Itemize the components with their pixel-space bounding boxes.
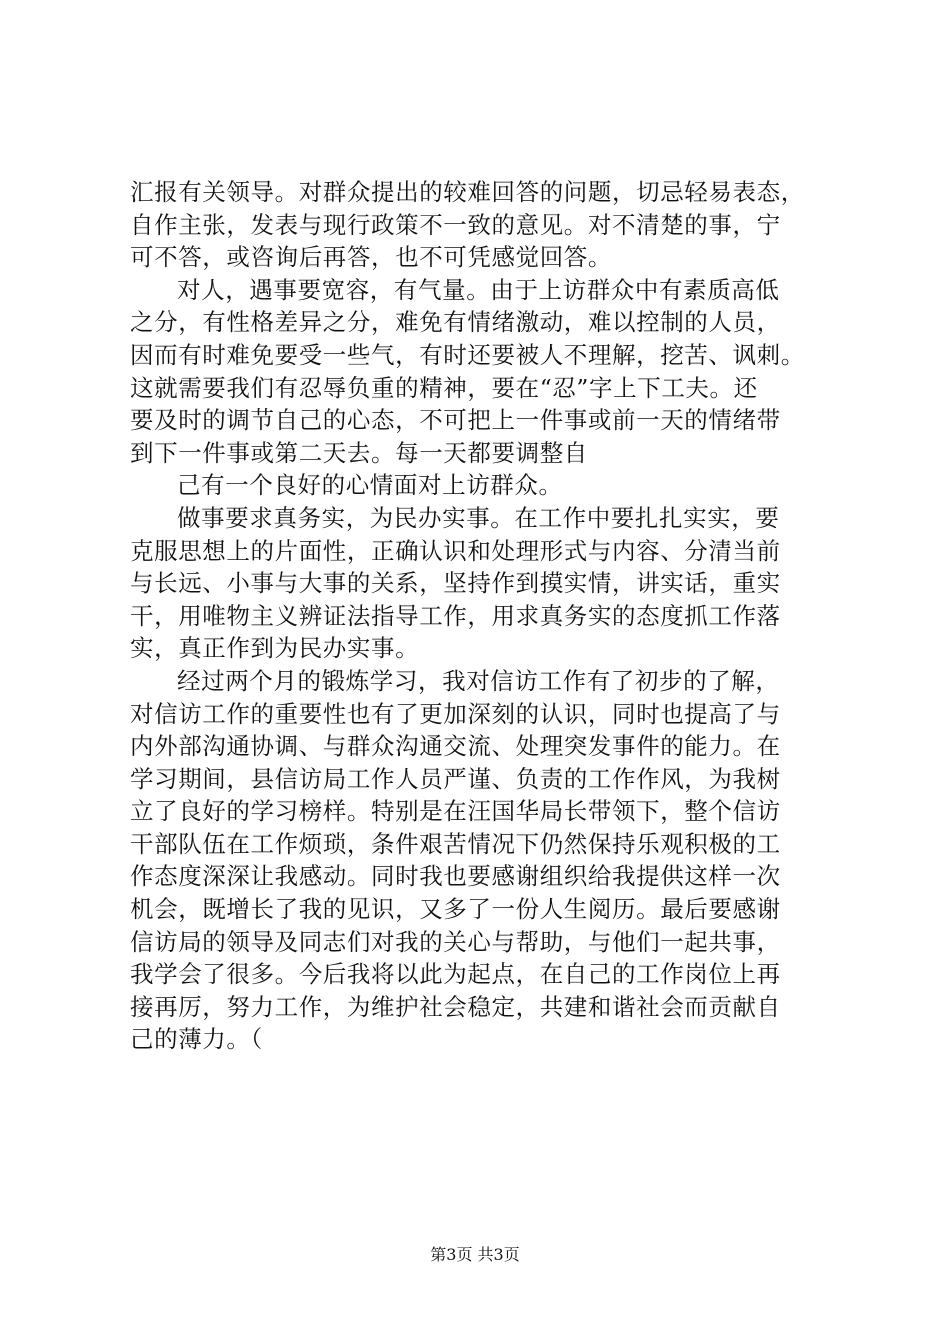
- text-line: 立了良好的学习榜样。特别是在汪国华局长带领下，整个信访: [130, 797, 781, 826]
- document-body: [130, 176, 830, 1056]
- paragraph-start-line: 对人，遇事要宽容，有气量。由于上访群众中有素质高低: [177, 275, 780, 304]
- text-line: 对信访工作的重要性也有了更加深刻的认识，同时也提高了与: [130, 699, 781, 728]
- text-line: 信访局的领导及同志们对我的关心与帮助，与他们一起共事，: [130, 927, 781, 956]
- text-line: 之分，有性格差异之分，难免有情绪激动，难以控制的人员，: [130, 308, 781, 337]
- text-line: 与长远、小事与大事的关系，坚持作到摸实情，讲实话，重实: [130, 569, 781, 598]
- page-number-footer: 第3页 共3页: [430, 1245, 520, 1264]
- text-line: 干部队伍在工作烦琐，条件艰苦情况下仍然保持乐观积极的工: [130, 829, 781, 858]
- text-line: 汇报有关领导。对群众提出的较难回答的问题，切忌轻易表态，: [130, 178, 805, 206]
- text-line: 因而有时难免要受一些气，有时还要被人不理解，挖苦、讽刺。: [130, 340, 805, 369]
- text-line: 克服思想上的片面性，正确认识和处理形式与内容、分清当前: [130, 536, 781, 565]
- text-line: 机会，既增长了我的见识，又多了一份人生阅历。最后要感谢: [130, 895, 781, 924]
- text-line: 接再厉，努力工作，为维护社会稳定，共建和谐社会而贡献自: [130, 992, 781, 1021]
- text-line: 我学会了很多。今后我将以此为起点，在自己的工作岗位上再: [130, 960, 781, 989]
- paragraph-start-line: 己有一个良好的心情面对上访群众。: [177, 471, 563, 500]
- text-line: 己的薄力。（: [130, 1025, 263, 1054]
- text-line: 这就需要我们有忍辱负重的精神，要在“忍”字上下工夫。还: [130, 373, 758, 402]
- paragraph-start-line: 经过两个月的锻炼学习，我对信访工作有了初步的了解，: [177, 666, 780, 695]
- paragraph-start-line: 做事要求真务实，为民办实事。在工作中要扎扎实实，要: [177, 503, 780, 532]
- text-line: 到下一件事或第二天去。每一天都要调整自: [130, 438, 588, 467]
- text-line: 干，用唯物主义辨证法指导工作，用求真务实的态度抓工作落: [130, 601, 781, 630]
- text-line: 作态度深深让我感动。同时我也要感谢组织给我提供这样一次: [130, 862, 781, 891]
- text-line: 学习期间，县信访局工作人员严谨、负责的工作作风，为我树: [130, 764, 781, 793]
- text-line: 要及时的调节自己的心态，不可把上一件事或前一天的情绪带: [130, 406, 781, 435]
- text-line: 可不答，或咨询后再答，也不可凭感觉回答。: [130, 243, 612, 272]
- text-line: 自作主张，发表与现行政策不一致的意见。对不清楚的事，宁: [130, 210, 781, 239]
- text-line: 内外部沟通协调、与群众沟通交流、处理突发事件的能力。在: [130, 732, 781, 761]
- text-line: 实，真正作到为民办实事。: [130, 634, 420, 663]
